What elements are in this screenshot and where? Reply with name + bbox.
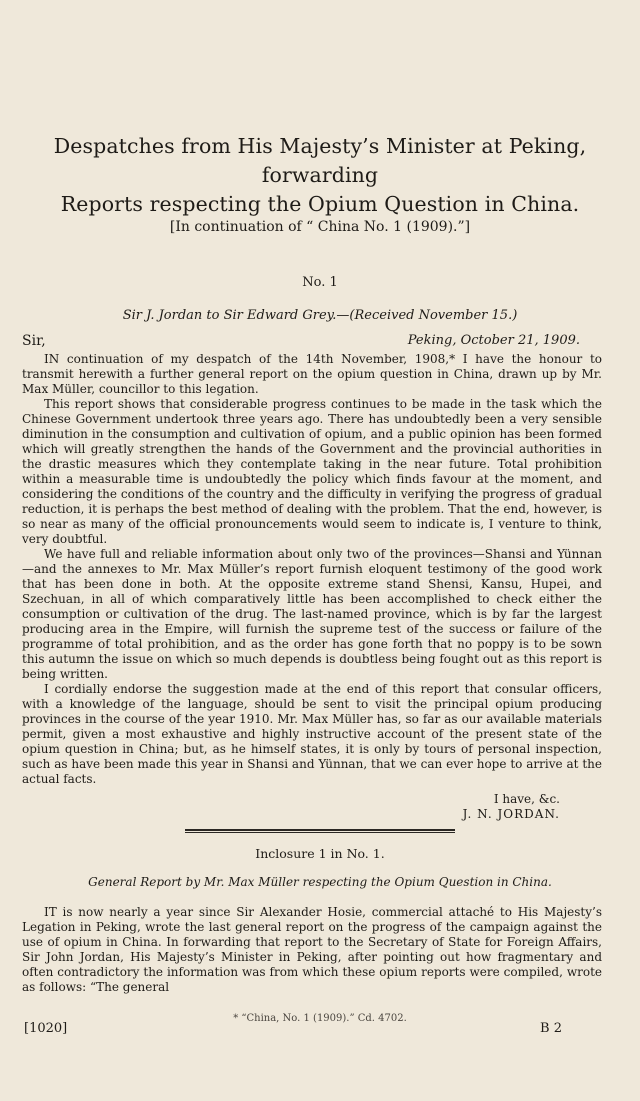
despatch-heading: Sir J. Jordan to Sir Edward Grey.—(Received November 15.) <box>122 308 518 323</box>
print-code: [1020] <box>24 1021 68 1036</box>
paragraph: I cordially endorse the suggestion made at the end of this report that consular officers, with a knowledge of the language, should be sent to visit the principal opium producing provinces in the course of the year 1910. Mr. Max Müller has, so far as our available materials permit, given a most exhaustive and highly instructive account of the present state of the opium question in China; but, as he himself states, it is only by tours of personal inspection, such as have been made this year in Shansi and Yünnan, that we can ever hope to arrive at the actual facts. <box>22 682 602 786</box>
closing: I have, &c. <box>493 792 560 806</box>
dateline: Peking, October 21, 1909. <box>407 333 580 348</box>
inclosure-label: Inclosure 1 in No. 1. <box>255 846 385 861</box>
signature: J. N. JORDAN. <box>462 807 560 821</box>
paragraph: IT is now nearly a year since Sir Alexander Hosie, commercial attaché to His Majesty’s Legation in Peking, wrote the last general report on the progress of the campaign against the use of opium in China. In forwarding that report to the Secretary of State for Foreign Affairs, Sir John Jordan, His Majesty’s Minister in Peking, after pointing out how fragmentary and often contradictory the information was from which these opium reports were compiled, wrote as follows: “The general <box>22 905 602 994</box>
footnote: * “China, No. 1 (1909).” Cd. 4702. <box>233 1013 407 1024</box>
signature-mark: B 2 <box>540 1021 562 1036</box>
document-title <box>20 132 620 219</box>
section-divider-thin <box>185 832 455 833</box>
title-line-1: Despatches from His Majesty’s Minister at Peking, forwarding <box>53 134 587 187</box>
salutation: Sir, <box>22 333 46 349</box>
despatch-number: No. 1 <box>302 275 338 290</box>
despatch-body <box>22 352 602 787</box>
inclosure-body <box>22 905 602 995</box>
inclosure-title: General Report by Mr. Max Müller respecting the Opium Question in China. <box>88 875 552 889</box>
section-divider <box>185 829 455 831</box>
paragraph: IN continuation of my despatch of the 14th November, 1908,* I have the honour to transmit herewith a further general report on the opium question in China, drawn up by Mr. Max Müller, councillor to this legation. <box>22 352 602 396</box>
paragraph: We have full and reliable information about only two of the provinces—Shansi and Yünnan—and the annexes to Mr. Max Müller’s report furnish eloquent testimony of the good work that has been done in both. At the opposite extreme stand Shensi, Kansu, Hupei, and Szechuan, in all of which comparatively little has been accomplished to check either the consumption or cultivation of the drug. The last-named province, which is by far the largest producing area in the Empire, will furnish the supreme test of the success or failure of the programme of total prohibition, and as the order has gone forth that no poppy is to be sown this autumn the issue on which so much depends is doubtless being fought out as this report is being written. <box>22 547 602 681</box>
title-line-2: Reports respecting the Opium Question in China. <box>60 192 580 216</box>
continuation-note: [In continuation of “ China No. 1 (1909).”] <box>169 219 471 235</box>
paragraph: This report shows that considerable progress continues to be made in the task which the Chinese Government undertook three years ago. There has undoubtedly been a very sensible diminution in the consumption and cultivation of opium, and a public opinion has been formed which will greatly strengthen the hands of the Government and the provincial authorities in the drastic measures which they contemplate taking in the near future. Total prohibition within a measurable time is undoubtedly the policy which finds favour at the moment, and considering the conditions of the country and the difficulty in verifying the progress of gradual reduction, it is perhaps the best method of dealing with the problem. That the end, however, is so near as many of the official pronouncements would seem to indicate is, I venture to think, very doubtful. <box>22 397 602 546</box>
